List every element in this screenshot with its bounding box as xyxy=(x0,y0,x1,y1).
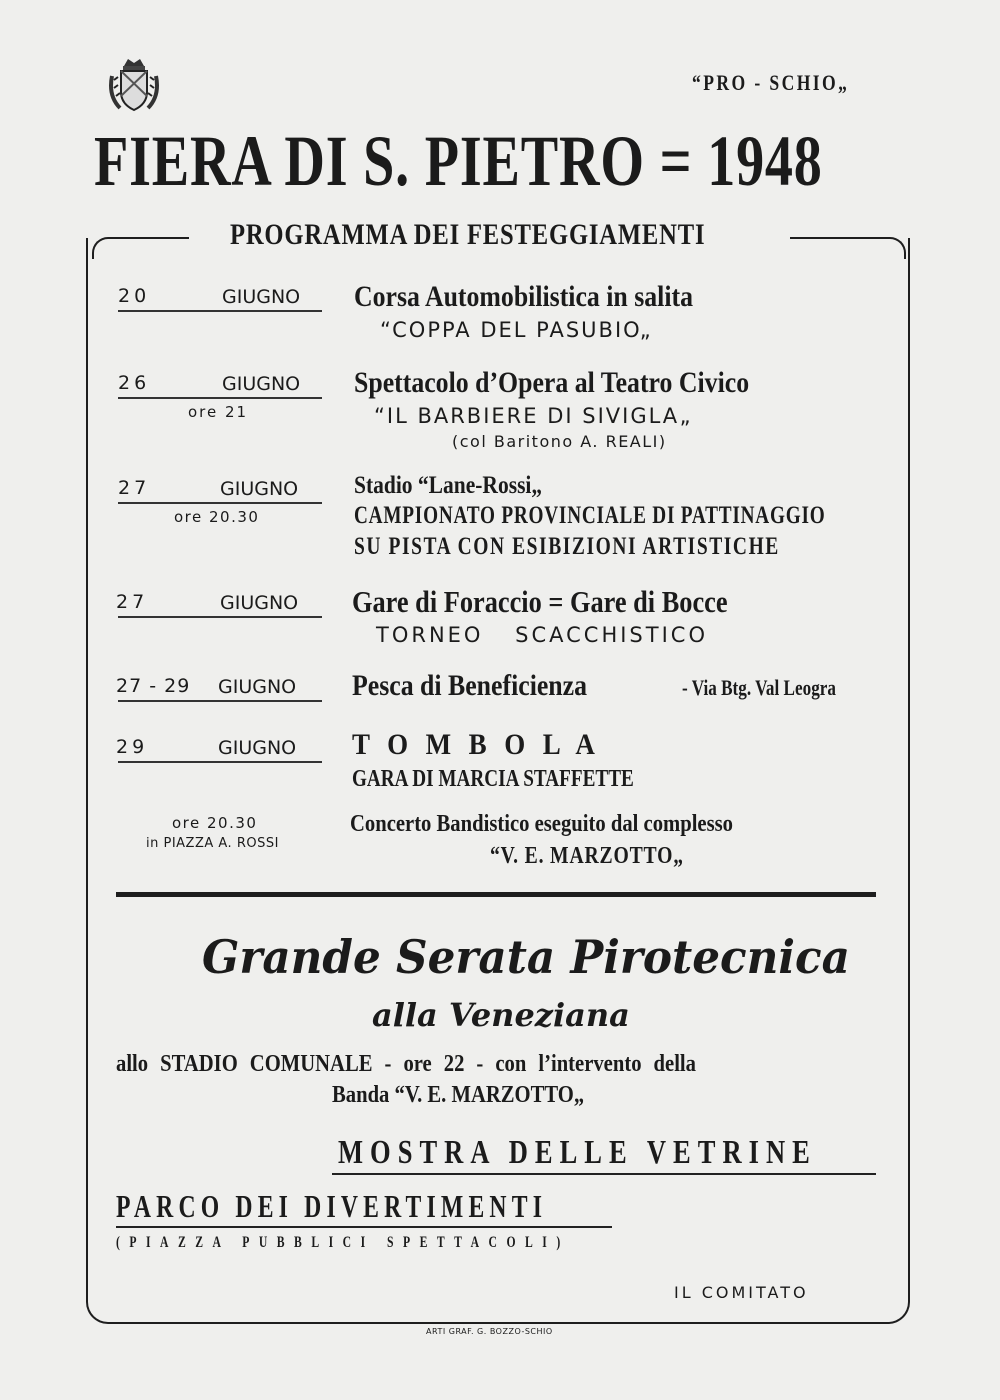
event-subtitle: “IL BARBIERE DI SIVIGLA„ xyxy=(374,404,693,428)
event-subtitle: “V. E. MARZOTTO„ xyxy=(490,843,684,869)
event-place: in PIAZZA A. ROSSI xyxy=(146,836,279,851)
date-underline xyxy=(118,761,322,763)
event-subtitle: CAMPIONATO PROVINCIALE DI PATTINAGGIO xyxy=(354,502,826,529)
fireworks-band: Banda “V. E. MARZOTTO„ xyxy=(332,1082,585,1108)
event-time: ore 21 xyxy=(188,403,249,421)
event-date: 29 xyxy=(116,736,149,758)
event-date: 20 xyxy=(118,285,151,307)
event-title: Pesca di Beneficienza xyxy=(352,669,588,702)
event-title: Spettacolo d’Opera al Teatro Civico xyxy=(354,366,750,399)
section-divider xyxy=(116,892,876,897)
event-title: Gare di Foraccio = Gare di Bocce xyxy=(352,584,728,619)
date-underline xyxy=(118,502,322,504)
event-date: 27 - 29 xyxy=(116,675,191,697)
event-time: ore 20.30 xyxy=(172,814,258,832)
date-underline xyxy=(118,397,322,399)
mostra-vetrine: MOSTRA DELLE VETRINE xyxy=(338,1134,817,1171)
date-underline xyxy=(118,310,322,312)
event-date: 26 xyxy=(118,372,151,394)
event-location: - Via Btg. Val Leogra xyxy=(682,675,836,700)
event-month: GIUGNO xyxy=(220,478,299,500)
event-note: SU PISTA CON ESIBIZIONI ARTISTICHE xyxy=(354,533,780,560)
event-subtitle: TORNEO SCACCHISTICO xyxy=(376,623,708,647)
committee-signature: IL COMITATO xyxy=(674,1283,809,1302)
event-month: GIUGNO xyxy=(220,592,299,614)
event-title: T O M B O L A xyxy=(352,728,601,761)
date-underline xyxy=(118,700,322,702)
fireworks-subheading: alla Veneziana xyxy=(372,996,630,1034)
coat-of-arms-icon xyxy=(106,56,162,116)
event-subtitle: “COPPA DEL PASUBIO„ xyxy=(380,318,653,342)
program-subtitle: PROGRAMMA DEI FESTEGGIAMENTI xyxy=(230,218,706,251)
event-month: GIUGNO xyxy=(222,373,301,395)
date-underline xyxy=(118,616,322,618)
event-subtitle: GARA DI MARCIA STAFFETTE xyxy=(352,766,634,792)
parco-underline xyxy=(116,1226,612,1228)
fireworks-heading: Grande Serata Pirotecnica xyxy=(202,930,850,984)
event-title: Stadio “Lane-Rossi„ xyxy=(354,472,543,499)
event-time: ore 20.30 xyxy=(174,508,260,526)
poster-title: FIERA DI S. PIETRO = 1948 xyxy=(94,121,823,201)
printer-credit: ARTI GRAF. G. BOZZO-SCHIO xyxy=(426,1327,553,1336)
mostra-underline xyxy=(332,1173,876,1175)
event-note: (col Baritono A. REALI) xyxy=(452,432,667,451)
pro-schio-label: “PRO - SCHIO„ xyxy=(692,70,850,95)
event-title: Concerto Bandistico eseguito dal complesso xyxy=(350,811,733,837)
piazza-note: (PIAZZA PUBBLICI SPETTACOLI) xyxy=(116,1234,570,1251)
event-month: GIUGNO xyxy=(218,737,297,759)
fireworks-details: allo STADIO COMUNALE - ore 22 - con l’intervento della xyxy=(116,1051,696,1077)
parco-divertimenti: PARCO DEI DIVERTIMENTI xyxy=(116,1188,548,1224)
event-date: 27 xyxy=(118,477,151,499)
event-month: GIUGNO xyxy=(218,676,297,698)
event-title: Corsa Automobilistica in salita xyxy=(354,280,694,313)
event-month: GIUGNO xyxy=(222,286,301,308)
event-date: 27 xyxy=(116,591,149,613)
